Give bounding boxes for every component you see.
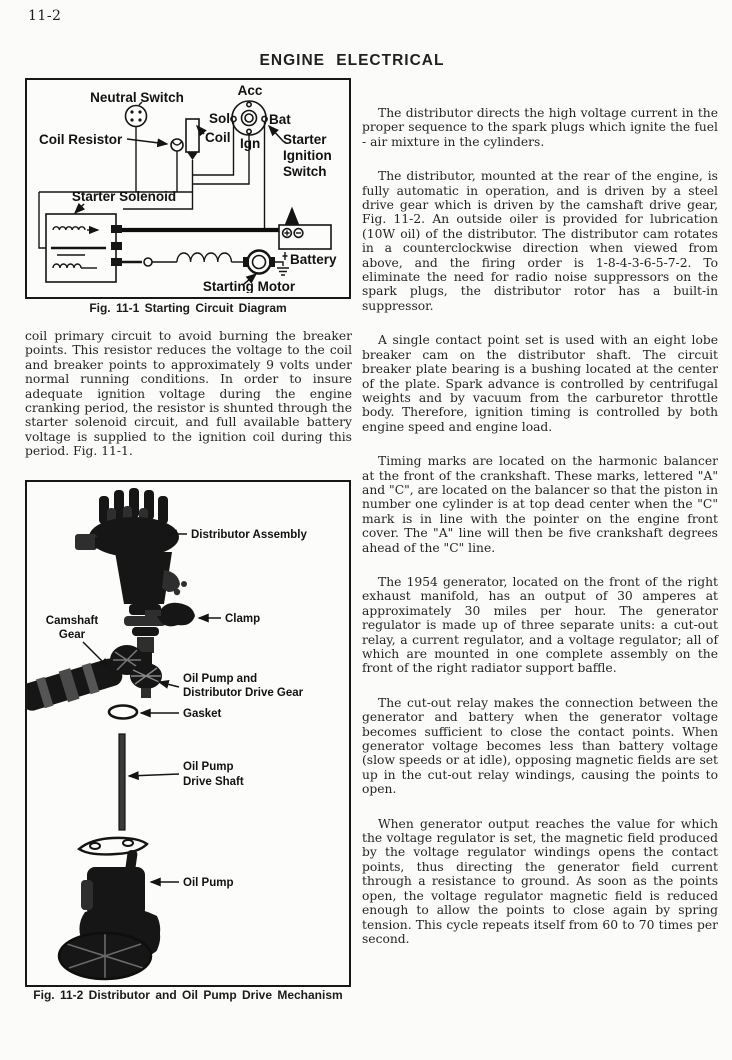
figure-11-2	[25, 480, 351, 987]
bat-label: Bat	[269, 112, 291, 127]
svg-text:Starter: Starter	[283, 132, 327, 147]
paragraph-distributor-mounting: The distributor, mounted at the rear of the engine, is fully automatic in operation, and is driven by a steel drive gear which is driven by the camshaft drive gear, Fig. 11-2. An outside oiler is provided for lubrication (10W oil) of the distributor. The distributor cam rotates in a counterclockwise direction when viewed from above, and the firing order is 1-8-4-3-6-5-7-2. To eliminate the need for radio noise suppressors on the spark plugs, the distributor rotor has a built-in suppressor.	[362, 169, 718, 313]
paragraph-voltage-regulator: When generator output reaches the value for which the voltage regulator is set, the magnetic field produced by the voltage regulator windings opens the contact points, thus directing the generator field current through a resistance to ground. As soon as the points open, the voltage regulator magnetic field is reduced enough to allow the points to close again by spring tension. This cycle repeats itself from 60 to 70 times per second.	[362, 816, 718, 946]
oil-pump-art	[59, 849, 160, 979]
oil-pump-label: Oil Pump	[183, 877, 234, 889]
oil-pump-drive-shaft-label	[183, 761, 244, 788]
neutral-switch-symbol	[126, 102, 147, 127]
paragraph-distributor-direction: The distributor directs the high voltage current in the proper sequence to the spark plugs which ignite the fuel - air mixture in the cylinders.	[362, 106, 718, 149]
starter-solenoid-symbol	[46, 214, 122, 282]
distributor-assembly-label: Distributor Assembly	[191, 529, 307, 541]
plate-gasket-art	[79, 838, 147, 855]
ign-label: Ign	[240, 136, 261, 151]
starter-solenoid-label: Starter Solenoid	[71, 189, 177, 204]
starting-circuit-diagram	[27, 80, 349, 293]
paragraph-generator: The 1954 generator, located on the front of the right exhaust manifold, has an output of 30 amperes at approximately 30 miles per hour. The generator regulator is made up of three separate units: a cut-out relay, a current regulator, and a voltage regulator; all of which are mounted in one complete assembly on the front of the right radiator support baffle.	[362, 574, 718, 676]
svg-text:Camshaft: Camshaft	[45, 615, 99, 627]
paragraph-contact-points: A single contact point set is used with an eight lobe breaker cam on the distributor shaft. The circuit breaker plate bearing is a bushing located at the center of the plate. Spark advance is controlled by centrifugal weights and by vacuum from the carburetor throttle body. Therefore, ignition timing is controlled by both engine speed and engine load.	[362, 333, 718, 434]
coil-resistor-label: Coil Resistor	[39, 132, 123, 147]
drive-gear-art	[130, 663, 162, 698]
figure-11-2-caption: Fig. 11-2 Distributor and Oil Pump Drive Mechanism	[33, 988, 343, 1002]
svg-text:Oil Pump: Oil Pump	[183, 761, 234, 773]
page-title: ENGINE ELECTRICAL	[259, 52, 445, 69]
left-paragraph: coil primary circuit to avoid burning the breaker points. This resistor reduces the voltage to the coil and breaker points to approximately 9 volts under normal running conditions. In order to insure adequate ignition voltage during the engine cranking period, the resistor is shunted through the starter solenoid circuit, and full available battery voltage is supplied to the ignition coil during this period. Fig. 11-1.	[25, 329, 352, 459]
sol-label: Sol	[208, 111, 230, 126]
oil-pump-drive-gear-label	[183, 673, 304, 699]
left-column	[25, 329, 352, 479]
distributor-assembly-art	[75, 488, 180, 664]
paragraph-cutout-relay: The cut-out relay makes the connection between the generator and battery when the generator voltage becomes sufficient to close the contact points. When generator voltage becomes less than battery voltage (slow speeds or at idle), opposing magnetic fields are set up in the cut-out relay windings, causing the points to open.	[362, 695, 718, 797]
svg-text:Drive Shaft: Drive Shaft	[183, 776, 244, 788]
starting-motor-label: Starting Motor	[202, 279, 296, 293]
svg-text:Gear: Gear	[58, 629, 86, 641]
starter-ignition-switch-label	[283, 132, 332, 179]
neutral-switch-label: Neutral Switch	[90, 90, 184, 105]
coil-resistor-symbol	[171, 139, 183, 151]
coil-symbol	[186, 119, 199, 160]
page-number: 11-2	[28, 8, 62, 24]
battery-label: Battery	[290, 252, 337, 267]
drive-shaft-art	[119, 734, 125, 830]
paragraph-timing-marks: Timing marks are located on the harmonic balancer at the front of the crankshaft. These marks, lettered "A" and "C", are located on the balancer so that the piston in number one cylinder is at top dead center when the "C" mark is in line with the pointer on the engine front cover. The "A" line will then be five crankshaft degrees ahead of the "C" line.	[362, 454, 718, 555]
svg-text:Switch: Switch	[283, 164, 327, 179]
starting-motor-symbol	[122, 251, 289, 276]
svg-text:Distributor Drive Gear: Distributor Drive Gear	[183, 687, 304, 699]
distributor-exploded-view	[27, 482, 349, 981]
camshaft-gear-label	[46, 615, 99, 641]
svg-text:Ignition: Ignition	[283, 148, 332, 163]
right-column	[362, 106, 718, 966]
gasket-art	[109, 706, 137, 719]
ignition-switch-symbol	[231, 101, 267, 135]
figure-11-1	[25, 78, 351, 299]
figure-11-1-caption: Fig. 11-1 Starting Circuit Diagram	[89, 301, 287, 315]
svg-text:Oil Pump and: Oil Pump and	[183, 673, 258, 685]
gasket-label: Gasket	[183, 708, 222, 720]
coil-label: Coil	[205, 130, 231, 145]
clamp-label: Clamp	[225, 613, 261, 625]
acc-label: Acc	[237, 83, 263, 98]
